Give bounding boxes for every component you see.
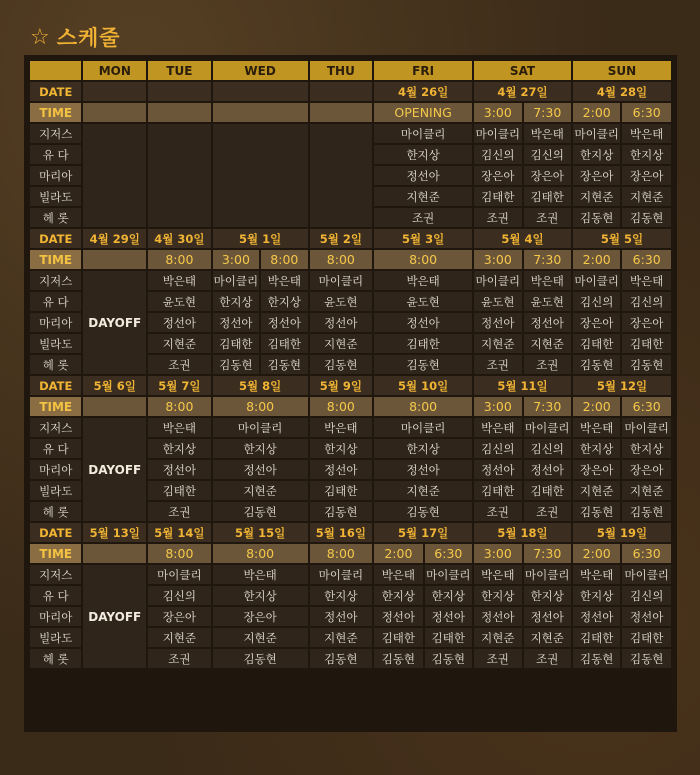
cast-cell: 한지상 xyxy=(424,585,473,606)
cast-cell: 마이클리 xyxy=(523,564,572,585)
cast-cell: 김동현 xyxy=(572,648,621,669)
date-cell: 5월 14일 xyxy=(147,522,212,543)
cast-cell: 정선아 xyxy=(309,606,374,627)
date-row-week1 xyxy=(29,81,672,102)
time-cell xyxy=(147,102,212,123)
cast-cell: 김동현 xyxy=(424,648,473,669)
date-cell: 5월 8일 xyxy=(212,375,309,396)
cast-cell: 정선아 xyxy=(572,606,621,627)
date-cell xyxy=(147,81,212,102)
cast-row xyxy=(29,417,672,438)
cast-cell: 김동현 xyxy=(621,501,672,522)
cast-cell: 마이클리 xyxy=(473,270,522,291)
time-cell xyxy=(212,102,309,123)
cast-cell: 지현준 xyxy=(523,333,572,354)
cast-cell: 조권 xyxy=(523,501,572,522)
time-cell: 2:00 xyxy=(572,396,621,417)
role-label: 유 다 xyxy=(29,291,82,312)
date-cell xyxy=(82,81,147,102)
page-title xyxy=(30,22,121,52)
cast-cell: 한지상 xyxy=(373,585,423,606)
header-corner xyxy=(29,60,82,81)
cast-cell: 한지상 xyxy=(473,585,522,606)
cast-cell: 박은태 xyxy=(621,270,672,291)
time-cell: 6:30 xyxy=(621,396,672,417)
cast-cell: 지현준 xyxy=(147,333,212,354)
cast-cell: 한지상 xyxy=(572,585,621,606)
cast-cell: 지현준 xyxy=(309,333,374,354)
time-cell: 3:00 xyxy=(473,102,522,123)
day-header-sat: SAT xyxy=(473,60,572,81)
cast-cell: 한지상 xyxy=(260,291,308,312)
cast-cell: 마이클리 xyxy=(212,417,309,438)
date-cell xyxy=(212,81,309,102)
date-cell: 4월 27일 xyxy=(473,81,572,102)
cast-cell: 장은아 xyxy=(523,165,572,186)
cast-cell: 조권 xyxy=(473,501,522,522)
cast-cell: 김신의 xyxy=(572,291,621,312)
cast-cell: 정선아 xyxy=(309,312,374,333)
cast-cell: 조권 xyxy=(147,354,212,375)
cast-cell: 한지상 xyxy=(212,585,309,606)
cast-cell: 박은태 xyxy=(147,270,212,291)
date-cell xyxy=(309,81,374,102)
cast-cell: 박은태 xyxy=(373,270,473,291)
dayoff-cell: DAYOFF xyxy=(82,417,147,522)
time-row-week3 xyxy=(29,396,672,417)
cast-cell: 김태한 xyxy=(572,627,621,648)
cast-row xyxy=(29,123,672,144)
date-cell: 5월 11일 xyxy=(473,375,572,396)
date-label: DATE xyxy=(29,81,82,102)
cast-cell: 김동현 xyxy=(260,354,308,375)
time-cell: 8:00 xyxy=(147,249,212,270)
cast-cell: 정선아 xyxy=(621,606,672,627)
cast-cell: 김태한 xyxy=(621,627,672,648)
cast-cell: 조권 xyxy=(473,207,522,228)
cast-cell: 김동현 xyxy=(621,207,672,228)
cast-cell: 정선아 xyxy=(260,312,308,333)
dayoff-cell: DAYOFF xyxy=(82,270,147,375)
time-cell: 8:00 xyxy=(373,396,473,417)
cast-cell: 정선아 xyxy=(523,312,572,333)
cast-cell: 정선아 xyxy=(473,459,522,480)
cast-cell: 김동현 xyxy=(309,354,374,375)
cast-cell: 지현준 xyxy=(621,480,672,501)
day-header-row xyxy=(29,60,672,81)
time-cell: 8:00 xyxy=(309,396,374,417)
time-cell: 2:00 xyxy=(572,249,621,270)
empty-cell xyxy=(212,123,309,228)
cast-cell: 한지상 xyxy=(572,438,621,459)
cast-cell: 김동현 xyxy=(309,648,374,669)
cast-cell: 정선아 xyxy=(473,606,522,627)
time-cell xyxy=(82,102,147,123)
cast-cell: 지현준 xyxy=(373,480,473,501)
time-cell: 2:00 xyxy=(373,543,423,564)
cast-cell: 마이클리 xyxy=(373,123,473,144)
cast-cell: 장은아 xyxy=(473,165,522,186)
cast-cell: 정선아 xyxy=(424,606,473,627)
time-cell: 8:00 xyxy=(260,249,308,270)
time-cell xyxy=(82,543,147,564)
cast-cell: 정선아 xyxy=(212,312,260,333)
cast-cell: 마이클리 xyxy=(572,123,621,144)
cast-cell: 마이클리 xyxy=(147,564,212,585)
time-cell: 8:00 xyxy=(309,543,374,564)
cast-cell: 박은태 xyxy=(572,417,621,438)
date-cell: 5월 5일 xyxy=(572,228,672,249)
cast-cell: 조권 xyxy=(147,501,212,522)
day-header-fri: FRI xyxy=(373,60,473,81)
date-label: DATE xyxy=(29,375,82,396)
cast-cell: 장은아 xyxy=(621,459,672,480)
time-cell: 6:30 xyxy=(621,249,672,270)
cast-cell: 지현준 xyxy=(147,627,212,648)
cast-cell: 박은태 xyxy=(621,123,672,144)
time-cell: 8:00 xyxy=(212,543,309,564)
date-cell: 5월 1일 xyxy=(212,228,309,249)
time-cell: 8:00 xyxy=(212,396,309,417)
date-cell: 5월 17일 xyxy=(373,522,473,543)
cast-cell: 김태한 xyxy=(523,480,572,501)
cast-cell: 지현준 xyxy=(309,627,374,648)
cast-cell: 김신의 xyxy=(523,438,572,459)
time-cell xyxy=(82,396,147,417)
cast-cell: 한지상 xyxy=(309,438,374,459)
cast-cell: 마이클리 xyxy=(621,417,672,438)
cast-cell: 정선아 xyxy=(212,459,309,480)
cast-cell: 김동현 xyxy=(212,354,260,375)
role-label: 지저스 xyxy=(29,417,82,438)
time-cell: 8:00 xyxy=(147,543,212,564)
cast-cell: 김동현 xyxy=(621,354,672,375)
empty-cell xyxy=(309,123,374,228)
time-cell: 7:30 xyxy=(523,102,572,123)
time-label: TIME xyxy=(29,396,82,417)
date-cell: 5월 13일 xyxy=(82,522,147,543)
role-label: 헤 롯 xyxy=(29,207,82,228)
cast-cell: 조권 xyxy=(523,207,572,228)
time-cell: 6:30 xyxy=(621,543,672,564)
cast-cell: 조권 xyxy=(473,354,522,375)
cast-cell: 장은아 xyxy=(572,312,621,333)
cast-cell: 박은태 xyxy=(572,564,621,585)
time-cell: 3:00 xyxy=(473,396,522,417)
day-header-sun: SUN xyxy=(572,60,672,81)
time-cell: 3:00 xyxy=(212,249,260,270)
cast-cell: 정선아 xyxy=(523,459,572,480)
cast-cell: 한지상 xyxy=(621,438,672,459)
role-label: 마리아 xyxy=(29,606,82,627)
cast-cell: 김신의 xyxy=(473,144,522,165)
time-cell: OPENING xyxy=(373,102,473,123)
cast-cell: 김동현 xyxy=(373,501,473,522)
cast-cell: 장은아 xyxy=(147,606,212,627)
cast-cell: 마이클리 xyxy=(621,564,672,585)
time-cell: 3:00 xyxy=(473,543,522,564)
time-cell: 3:00 xyxy=(473,249,522,270)
cast-cell: 김동현 xyxy=(212,648,309,669)
time-cell: 8:00 xyxy=(309,249,374,270)
date-cell: 5월 19일 xyxy=(572,522,672,543)
role-label: 마리아 xyxy=(29,165,82,186)
schedule-board xyxy=(24,55,677,732)
time-label: TIME xyxy=(29,543,82,564)
role-label: 빌라도 xyxy=(29,480,82,501)
dayoff-cell: DAYOFF xyxy=(82,564,147,669)
cast-cell: 김태한 xyxy=(523,186,572,207)
cast-cell: 김동현 xyxy=(621,648,672,669)
cast-cell: 한지상 xyxy=(373,144,473,165)
cast-cell: 박은태 xyxy=(260,270,308,291)
role-label: 지저스 xyxy=(29,564,82,585)
role-label: 헤 롯 xyxy=(29,648,82,669)
cast-cell: 장은아 xyxy=(572,165,621,186)
role-label: 마리아 xyxy=(29,312,82,333)
cast-cell: 한지상 xyxy=(572,144,621,165)
cast-cell: 정선아 xyxy=(147,312,212,333)
time-cell: 7:30 xyxy=(523,249,572,270)
time-cell: 6:30 xyxy=(424,543,473,564)
cast-cell: 장은아 xyxy=(572,459,621,480)
date-cell: 4월 26일 xyxy=(373,81,473,102)
role-label: 빌라도 xyxy=(29,186,82,207)
cast-cell: 김신의 xyxy=(147,585,212,606)
day-header-thu: THU xyxy=(309,60,374,81)
time-label: TIME xyxy=(29,249,82,270)
cast-cell: 지현준 xyxy=(473,333,522,354)
date-cell: 5월 2일 xyxy=(309,228,374,249)
role-label: 헤 롯 xyxy=(29,501,82,522)
cast-cell: 김동현 xyxy=(373,354,473,375)
day-header-mon: MON xyxy=(82,60,147,81)
cast-cell: 마이클리 xyxy=(424,564,473,585)
cast-cell: 조권 xyxy=(523,354,572,375)
date-label: DATE xyxy=(29,522,82,543)
date-cell: 5월 9일 xyxy=(309,375,374,396)
role-label: 유 다 xyxy=(29,585,82,606)
cast-cell: 박은태 xyxy=(473,564,522,585)
cast-cell: 지현준 xyxy=(572,186,621,207)
cast-row xyxy=(29,270,672,291)
cast-cell: 김신의 xyxy=(473,438,522,459)
cast-cell: 정선아 xyxy=(373,312,473,333)
cast-cell: 정선아 xyxy=(147,459,212,480)
time-cell: 8:00 xyxy=(147,396,212,417)
time-cell: 7:30 xyxy=(523,396,572,417)
cast-cell: 지현준 xyxy=(523,627,572,648)
cast-cell: 한지상 xyxy=(523,585,572,606)
empty-cell xyxy=(82,123,147,228)
time-cell: 7:30 xyxy=(523,543,572,564)
cast-cell: 정선아 xyxy=(309,459,374,480)
cast-cell: 박은태 xyxy=(147,417,212,438)
date-label: DATE xyxy=(29,228,82,249)
cast-cell: 윤도현 xyxy=(473,291,522,312)
cast-cell: 한지상 xyxy=(212,291,260,312)
date-cell: 5월 10일 xyxy=(373,375,473,396)
role-label: 빌라도 xyxy=(29,333,82,354)
date-cell: 5월 4일 xyxy=(473,228,572,249)
cast-cell: 김동현 xyxy=(212,501,309,522)
cast-cell: 한지상 xyxy=(373,438,473,459)
cast-cell: 마이클리 xyxy=(309,270,374,291)
empty-cell xyxy=(147,123,212,228)
time-label: TIME xyxy=(29,102,82,123)
date-cell: 5월 6일 xyxy=(82,375,147,396)
cast-cell: 김태한 xyxy=(373,627,423,648)
cast-cell: 조권 xyxy=(147,648,212,669)
role-label: 헤 롯 xyxy=(29,354,82,375)
cast-cell: 김태한 xyxy=(473,186,522,207)
date-cell: 4월 28일 xyxy=(572,81,672,102)
time-row-week1 xyxy=(29,102,672,123)
cast-cell: 정선아 xyxy=(373,459,473,480)
cast-cell: 한지상 xyxy=(309,585,374,606)
cast-cell: 박은태 xyxy=(373,564,423,585)
cast-cell: 윤도현 xyxy=(147,291,212,312)
cast-cell: 조권 xyxy=(473,648,522,669)
day-header-wed: WED xyxy=(212,60,309,81)
cast-cell: 한지상 xyxy=(621,144,672,165)
role-label: 마리아 xyxy=(29,459,82,480)
date-row-week2 xyxy=(29,228,672,249)
cast-cell: 김태한 xyxy=(212,333,260,354)
cast-cell: 마이클리 xyxy=(309,564,374,585)
cast-cell: 김동현 xyxy=(373,648,423,669)
cast-cell: 김태한 xyxy=(309,480,374,501)
cast-cell: 지현준 xyxy=(572,480,621,501)
cast-cell: 박은태 xyxy=(473,417,522,438)
cast-cell: 윤도현 xyxy=(523,291,572,312)
role-label: 지저스 xyxy=(29,123,82,144)
cast-cell: 김태한 xyxy=(473,480,522,501)
date-cell: 5월 16일 xyxy=(309,522,374,543)
role-label: 유 다 xyxy=(29,438,82,459)
cast-cell: 한지상 xyxy=(147,438,212,459)
date-row-week3 xyxy=(29,375,672,396)
cast-cell: 마이클리 xyxy=(212,270,260,291)
cast-cell: 정선아 xyxy=(473,312,522,333)
cast-cell: 김동현 xyxy=(572,501,621,522)
cast-cell: 박은태 xyxy=(212,564,309,585)
cast-cell: 김태한 xyxy=(572,333,621,354)
date-cell: 5월 3일 xyxy=(373,228,473,249)
cast-cell: 마이클리 xyxy=(572,270,621,291)
time-row-week4 xyxy=(29,543,672,564)
date-cell: 5월 18일 xyxy=(473,522,572,543)
cast-cell: 김신의 xyxy=(523,144,572,165)
cast-cell: 윤도현 xyxy=(373,291,473,312)
cast-cell: 김신의 xyxy=(621,291,672,312)
time-cell xyxy=(82,249,147,270)
cast-cell: 마이클리 xyxy=(523,417,572,438)
date-cell: 5월 7일 xyxy=(147,375,212,396)
cast-cell: 장은아 xyxy=(212,606,309,627)
time-cell xyxy=(309,102,374,123)
cast-cell: 박은태 xyxy=(309,417,374,438)
role-label: 지저스 xyxy=(29,270,82,291)
cast-cell: 장은아 xyxy=(621,312,672,333)
cast-cell: 장은아 xyxy=(621,165,672,186)
cast-cell: 지현준 xyxy=(473,627,522,648)
date-cell: 4월 30일 xyxy=(147,228,212,249)
time-cell: 2:00 xyxy=(572,102,621,123)
cast-cell: 지현준 xyxy=(212,627,309,648)
time-cell: 8:00 xyxy=(373,249,473,270)
cast-cell: 김태한 xyxy=(373,333,473,354)
cast-cell: 마이클리 xyxy=(473,123,522,144)
page-title-text: 스케줄 xyxy=(56,26,121,50)
cast-cell: 김태한 xyxy=(147,480,212,501)
date-cell: 5월 15일 xyxy=(212,522,309,543)
day-header-tue: TUE xyxy=(147,60,212,81)
star-outline-icon: ☆ xyxy=(30,24,51,50)
time-cell: 2:00 xyxy=(572,543,621,564)
cast-cell: 김동현 xyxy=(572,354,621,375)
cast-cell: 정선아 xyxy=(373,165,473,186)
cast-cell: 한지상 xyxy=(212,438,309,459)
cast-cell: 김동현 xyxy=(572,207,621,228)
time-cell: 6:30 xyxy=(621,102,672,123)
date-cell: 5월 12일 xyxy=(572,375,672,396)
cast-cell: 마이클리 xyxy=(373,417,473,438)
time-row-week2 xyxy=(29,249,672,270)
cast-cell: 박은태 xyxy=(523,123,572,144)
date-row-week4 xyxy=(29,522,672,543)
role-label: 유 다 xyxy=(29,144,82,165)
cast-cell: 윤도현 xyxy=(309,291,374,312)
date-cell: 4월 29일 xyxy=(82,228,147,249)
cast-cell: 지현준 xyxy=(373,186,473,207)
cast-cell: 지현준 xyxy=(212,480,309,501)
cast-cell: 김신의 xyxy=(621,585,672,606)
cast-cell: 조권 xyxy=(523,648,572,669)
cast-cell: 지현준 xyxy=(621,186,672,207)
cast-cell: 조권 xyxy=(373,207,473,228)
cast-cell: 정선아 xyxy=(373,606,423,627)
schedule-table xyxy=(28,59,673,670)
cast-cell: 박은태 xyxy=(523,270,572,291)
role-label: 빌라도 xyxy=(29,627,82,648)
cast-cell: 김동현 xyxy=(309,501,374,522)
cast-cell: 정선아 xyxy=(523,606,572,627)
cast-cell: 김태한 xyxy=(424,627,473,648)
cast-cell: 김태한 xyxy=(621,333,672,354)
cast-row xyxy=(29,564,672,585)
cast-cell: 김태한 xyxy=(260,333,308,354)
